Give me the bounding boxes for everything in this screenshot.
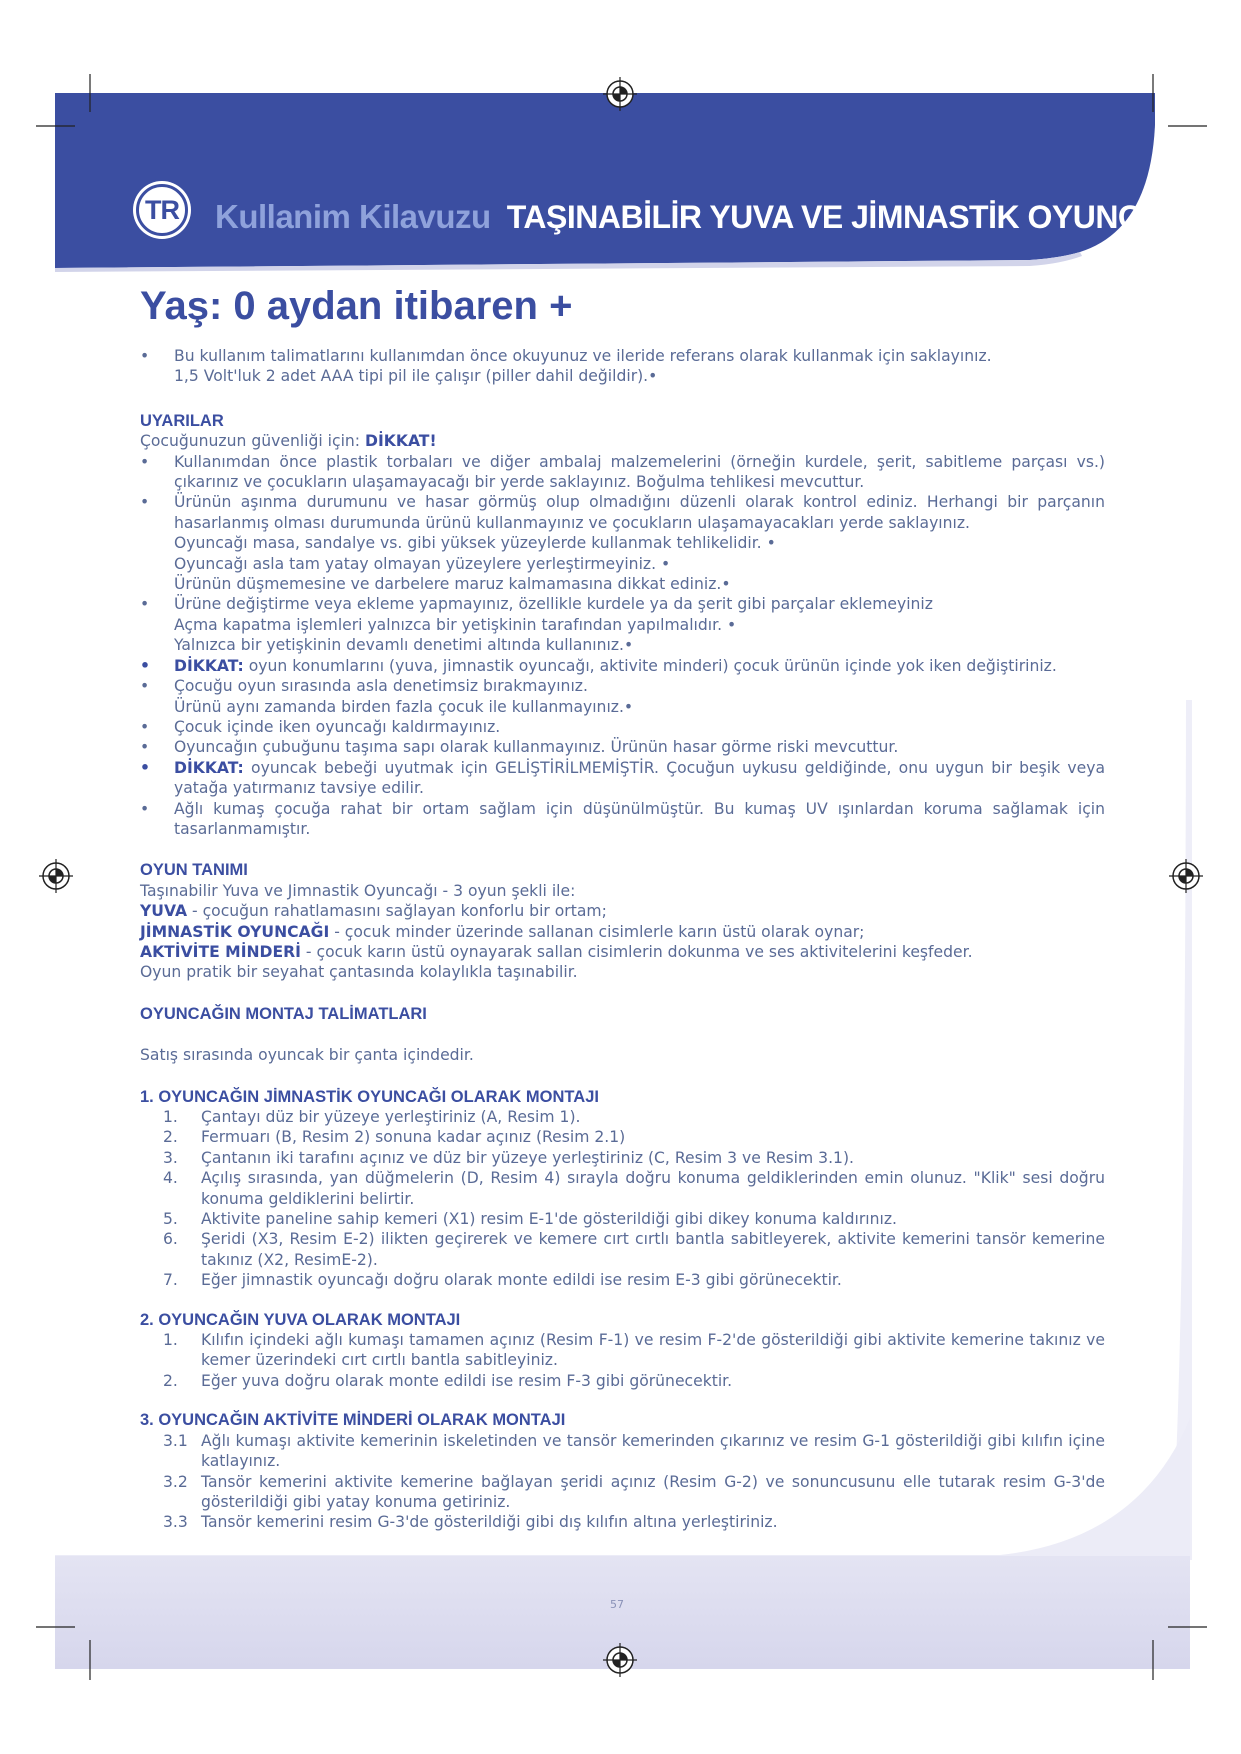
game-mode-1-name: YUVA	[140, 902, 188, 921]
step-text: Kılıfın içindeki ağlı kumaşı tamamen açınız (Resim F-1) ve resim F-2'de gösterildiği gibi aktivite kemerine takınız ve kemer üzerindeki cırt cırtlı bantla sabitleyiniz.	[201, 1331, 1105, 1370]
document-body	[140, 278, 1105, 1533]
header-subtitle: Kullanim Kilavuzu	[215, 198, 491, 235]
warning-text: Oyuncağın çubuğunu taşıma sapı olarak kullanmayınız. Ürünün hasar görme riski mevcuttur.	[174, 738, 899, 757]
warning-item	[140, 656, 1105, 676]
step-text: Eğer yuva doğru olarak monte edildi ise resim F-3 gibi görünecektir.	[201, 1371, 733, 1390]
warning-text: Kullanımdan önce plastik torbaları ve diğer ambalaj malzemelerini (örneğin kurdele, şerit, sabitleme parçası vs.) çıkarınız ve çocukların ulaşamayacağı bir yerde saklayınız. Boğulma tehlikesi mevcuttur.	[174, 452, 1105, 492]
step-number: 2.	[163, 1128, 178, 1147]
step-number: 6.	[163, 1230, 178, 1249]
warning-text: Yalnızca bir yetişkinin devamlı denetimi altında kullanınız.•	[174, 636, 634, 655]
game-intro: Taşınabilir Yuva ve Jimnastik Oyuncağı - 3 oyun şekli ile:	[140, 881, 576, 900]
intro-line-1: Bu kullanım talimatlarını kullanımdan önce okuyunuz ve ileride referans olarak kullanmak için saklayınız.	[174, 347, 992, 365]
game-mode-3-desc: - çocuk karın üstü oynayarak sallan cisimlerin dokunma ve ses aktivitelerini keşfeder.	[300, 942, 973, 961]
step-item	[140, 1107, 1105, 1127]
section1-steps	[140, 1107, 1105, 1291]
header-title	[215, 198, 1196, 236]
step-number: 3.	[163, 1148, 178, 1167]
step-item	[140, 1270, 1105, 1290]
game-mode-1-desc: - çocuğun rahatlamasını sağlayan konforlu bir ortam;	[187, 902, 607, 921]
step-item	[140, 1209, 1105, 1229]
section2-steps	[140, 1330, 1105, 1391]
warning-text: Oyuncağı asla tam yatay olmayan yüzeylere yerleştirmeyiniz. •	[174, 554, 671, 573]
assembly-heading: OYUNCAĞIN MONTAJ TALİMATLARI	[140, 1004, 427, 1023]
intro-item	[140, 346, 1105, 387]
step-text: Aktivite paneline sahip kemeri (X1) resim E-1'de gösterildiği gibi dikey konuma kaldırınız.	[201, 1210, 897, 1229]
warning-text: Ağlı kumaş çocuğa rahat bir ortam sağlam için düşünülmüştür. Bu kumaş UV ışınlardan koruma sağlamak için tasarlanmamıştır.	[174, 799, 1105, 838]
warnings-list	[140, 452, 1105, 840]
warning-bold: DİKKAT:	[174, 656, 244, 675]
warnings-heading: UYARILAR	[140, 411, 224, 430]
section1-heading: 1. OYUNCAĞIN JİMNASTİK OYUNCAĞI OLARAK MONTAJI	[140, 1087, 599, 1106]
registration-mark-left	[39, 859, 73, 893]
warning-text: Ürünün aşınma durumunu ve hasar görmüş olup olmadığını düzenli olarak kontrol ediniz. Herhangi bir parçanın hasarlanmış olması durumunda ürünü kullanmayınız ve çocukların ulaşamayacakları yerde saklayınız.	[174, 493, 1105, 532]
step-item	[140, 1168, 1105, 1209]
step-text: Tansör kemerini aktivite kemerine bağlayan şeridi açınız (Resim G-2) ve sonuncusunu elle tutarak resim G-3'de gösterildiği gibi yatay konuma getiriniz.	[201, 1472, 1105, 1511]
step-text: Çantanın iki tarafını açınız ve düz bir yüzeye yerleştiriniz (C, Resim 3 ve Resim 3.1).	[201, 1148, 855, 1167]
step-number: 3.2	[163, 1472, 188, 1491]
warning-text: oyun konumlarını (yuva, jimnastik oyuncağı, aktivite minderi) çocuk ürünün içinde yok iken değiştiriniz.	[243, 656, 1057, 675]
header-main-title: TAŞINABİLİR YUVA VE JİMNASTİK OYUNCAĞI	[506, 199, 1196, 235]
step-text: Çantayı düz bir yüzeye yerleştiriniz (A, Resim 1).	[201, 1108, 581, 1126]
step-text: Eğer jimnastik oyuncağı doğru olarak monte edildi ise resim E-3 gibi görünecektir.	[201, 1271, 842, 1290]
step-item	[140, 1127, 1105, 1147]
game-mode-2	[140, 922, 1105, 942]
step-text: Açılış sırasında, yan düğmelerin (D, Resim 4) sırayla doğru konuma geldiklerinden emin olunuz. "Klik" sesi doğru konuma geldiklerini belirtir.	[201, 1169, 1105, 1208]
section3-heading: 3. OYUNCAĞIN AKTİVİTE MİNDERİ OLARAK MONTAJI	[140, 1411, 566, 1430]
warning-text: Açma kapatma işlemleri yalnızca bir yetişkinin tarafından yapılmalıdır. •	[174, 615, 737, 634]
game-mode-3	[140, 942, 1105, 962]
step-item	[140, 1148, 1105, 1168]
step-item	[140, 1330, 1105, 1371]
warning-text: Ürüne değiştirme veya ekleme yapmayınız, özellikle kurdele ya da şerit gibi parçalar eklemeyiniz	[174, 595, 933, 614]
step-number: 1.	[163, 1331, 178, 1350]
step-item	[140, 1371, 1105, 1391]
step-text: Şeridi (X3, Resim E-2) ilikten geçirerek ve kemere cırt cırtlı bantla sabitleyerek, aktivite kemerini tansör kemerine takınız (X2, ResimE-2).	[201, 1230, 1105, 1269]
warning-text: Oyuncağı masa, sandalye vs. gibi yüksek yüzeylerde kullanmak tehlikelidir. •	[174, 534, 776, 553]
step-text: Fermuarı (B, Resim 2) sonuna kadar açınız (Resim 2.1)	[201, 1128, 626, 1147]
header-band	[55, 93, 1155, 268]
assembly-note: Satış sırasında oyuncak bir çanta içindedir.	[140, 1046, 474, 1065]
warning-text: Ürünün düşmemesine ve darbelere maruz kalmamasına dikkat ediniz.•	[174, 575, 731, 594]
game-mode-2-desc: - çocuk minder üzerinde sallanan cisimlerle karın üstü olarak oynar;	[329, 922, 865, 941]
step-number: 5.	[163, 1210, 178, 1229]
safety-label: Çocuğunuzun güvenliği için:	[140, 432, 361, 451]
page-number: 57	[610, 1598, 624, 1611]
step-number: 1.	[163, 1108, 178, 1126]
game-mode-1	[140, 901, 1105, 921]
warning-text: Ürünü aynı zamanda birden fazla çocuk ile kullanmayınız.•	[174, 697, 634, 716]
game-mode-3-name: AKTİVİTE MİNDERİ	[140, 942, 301, 961]
section3-steps	[140, 1431, 1105, 1533]
step-text: Tansör kemerini resim G-3'de gösterildiği gibi dış kılıfın altına yerleştiriniz.	[201, 1513, 778, 1532]
language-badge: TR	[136, 184, 188, 236]
age-title: Yaş: 0 aydan itibaren +	[140, 284, 573, 328]
step-item	[140, 1472, 1105, 1513]
warning-item	[140, 594, 1105, 655]
warning-item	[140, 492, 1105, 594]
step-number: 3.3	[163, 1513, 188, 1532]
warning-item	[140, 758, 1105, 799]
warning-item	[140, 452, 1105, 493]
game-mode-2-name: JİMNASTİK OYUNCAĞI	[140, 922, 330, 941]
warning-text: oyuncak bebeği uyutmak için GELİŞTİRİLMEMİŞTİR. Çocuğun uykusu geldiğinde, onu uygun bir beşik veya yatağa yatırmanız tavsiye edilir.	[174, 758, 1105, 798]
step-text: Ağlı kumaşı aktivite kemerinin iskeletinden ve tansör kemerinden çıkarınız ve resim G-1 gösterildiği gibi kılıfın içine katlayınız.	[201, 1431, 1105, 1471]
warning-item	[140, 717, 1105, 737]
step-number: 2.	[163, 1371, 178, 1390]
safety-line	[140, 431, 1105, 451]
warning-text: Çocuk içinde iken oyuncağı kaldırmayınız.	[174, 717, 501, 736]
step-item	[140, 1229, 1105, 1270]
warning-item	[140, 676, 1105, 717]
warning-text: Çocuğu oyun sırasında asla denetimsiz bırakmayınız.	[174, 677, 588, 696]
registration-mark-right	[1169, 859, 1203, 893]
warning-item	[140, 737, 1105, 757]
step-number: 4.	[163, 1169, 178, 1188]
safety-bold: DİKKAT!	[365, 432, 437, 451]
section2-heading: 2. OYUNCAĞIN YUVA OLARAK MONTAJI	[140, 1310, 461, 1329]
step-number: 7.	[163, 1271, 178, 1290]
step-item	[140, 1512, 1105, 1532]
game-heading: OYUN TANIMI	[140, 861, 248, 880]
intro-line-2: 1,5 Volt'luk 2 adet AAA tipi pil ile çalışır (piller dahil değildir).•	[174, 367, 658, 386]
step-number: 3.1	[163, 1431, 188, 1450]
step-item	[140, 1431, 1105, 1472]
intro-list	[140, 346, 1105, 387]
warning-bold: DİKKAT:	[174, 758, 244, 777]
warning-item	[140, 799, 1105, 840]
game-outro: Oyun pratik bir seyahat çantasında kolaylıkla taşınabilir.	[140, 963, 578, 982]
